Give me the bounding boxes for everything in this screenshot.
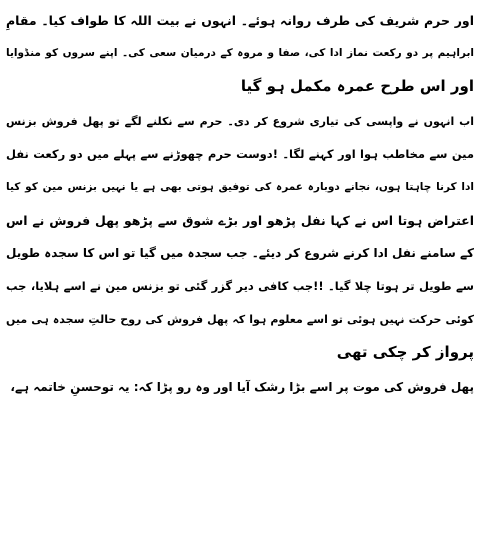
text-line: سے طویل تر ہوتا چلا گیا۔ !!جب کافی دیر گزر گئی تو بزنس مین نے اسے ہلایا، جب (6, 279, 474, 293)
text-line: کوئی حرکت نہیں ہوئی تو اسے معلوم ہوا کہ پھل فروش کی روح حالتِ سجدہ ہی میں (6, 313, 474, 326)
text-line: اور اس طرح عمرہ مکمل ہو گیا (240, 77, 474, 95)
text-line: پرواز کر چکی تھی (336, 343, 474, 361)
paragraph (6, 371, 474, 404)
text-line: ابراہیم پر دو رکعت نماز ادا کی، صفا و مروہ کے درمیان سعی کی۔ اپنے سروں کو منڈوایا (6, 47, 474, 59)
paragraph (6, 105, 474, 369)
text-line: اب انہوں نے واپسی کی تیاری شروع کر دی۔ حرم سے نکلنے لگے تو پھل فروش بزنس (6, 115, 474, 128)
text-line: اعتراض ہوتا اس نے کہا نفل پڑھو اور بڑے شوق سے پڑھو پھل فروش نے اس (6, 213, 474, 228)
text-line: ادا کرنا چاہتا ہوں، نجانے دوبارہ عمرہ کی توفیق ہوتی بھی ہے یا نہیں بزنس مین کو کیا (6, 181, 474, 193)
text-line: پھل فروش کی موت پر اسے بڑا رشک آیا اور وہ رو پڑا کہ: یہ توحسنِ خاتمہ ہے، (10, 380, 474, 394)
text-line: مین سے مخاطب ہوا اور کہنے لگا۔ !دوست حرم چھوڑنے سے پہلے میں دو رکعت نفل (6, 147, 474, 161)
text-line: کے سامنے نفل ادا کرنے شروع کر دیئے۔ جب سجدہ میں گیا تو اس کا سجدہ طویل (6, 246, 474, 260)
paragraph (6, 4, 474, 103)
text-line: اور حرم شریف کی طرف روانہ ہوئے۔ انہوں نے بیت اللہ کا طواف کیا۔ مقامِ (6, 13, 474, 28)
